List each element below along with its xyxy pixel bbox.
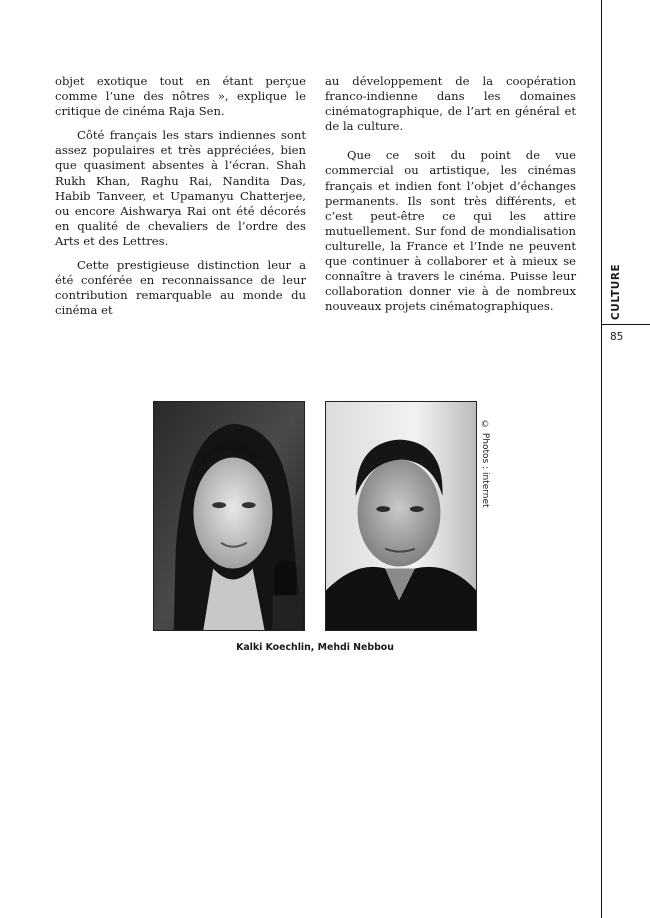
margin-vertical-rule xyxy=(601,0,602,918)
page-number: 85 xyxy=(610,331,624,343)
right-column xyxy=(325,74,576,323)
photo-mehdi-nebbou xyxy=(325,401,477,631)
paragraph: au développement de la coopération franco-indienne dans les domaines cinématographique, de l’art en général et de la culture. xyxy=(325,74,576,134)
paragraph: Cette prestigieuse distinction leur a été conférée en reconnaissance de leur contribution remarquable au monde du cinéma et xyxy=(55,258,306,318)
margin-horizontal-rule xyxy=(601,324,650,325)
section-label xyxy=(602,264,630,320)
paragraph: Que ce soit du point de vue commercial ou artistique, les cinémas français et indien font l’objet d’échanges permanents. Ils sont très différents, et c’est peut-être ce qui les attire mutuellement. Sur fond de mondialisation culturelle, la France et l’Inde ne peuvent que continuer à collaborer et à mieux se connaître à travers le cinéma. Puisse leur collaboration donner vie à de nombreux nouveaux projets cinématographiques. xyxy=(325,148,576,314)
photo-caption: Kalki Koechlin, Mehdi Nebbou xyxy=(236,642,394,653)
paragraph: Côté français les stars indiennes sont assez populaires et très appréciées, bien que quasiment absentes à l’écran. Shah Rukh Khan, Raghu Rai, Nandita Das, Habib Tanveer, et Upamanyu Chatterjee, ou encore Aishwarya Rai ont été décorés en qualité de chevaliers de l’ordre des Arts et des Lettres. xyxy=(55,128,306,248)
photo-credit: © Photos : internet xyxy=(480,420,490,508)
paragraph: objet exotique tout en étant perçue comme l’une des nôtres », explique le critique de cinéma Raja Sen. xyxy=(55,74,306,119)
section-label-text: CULTURE xyxy=(610,264,622,321)
photo-kalki-koechlin xyxy=(153,401,305,631)
left-column xyxy=(55,74,306,327)
